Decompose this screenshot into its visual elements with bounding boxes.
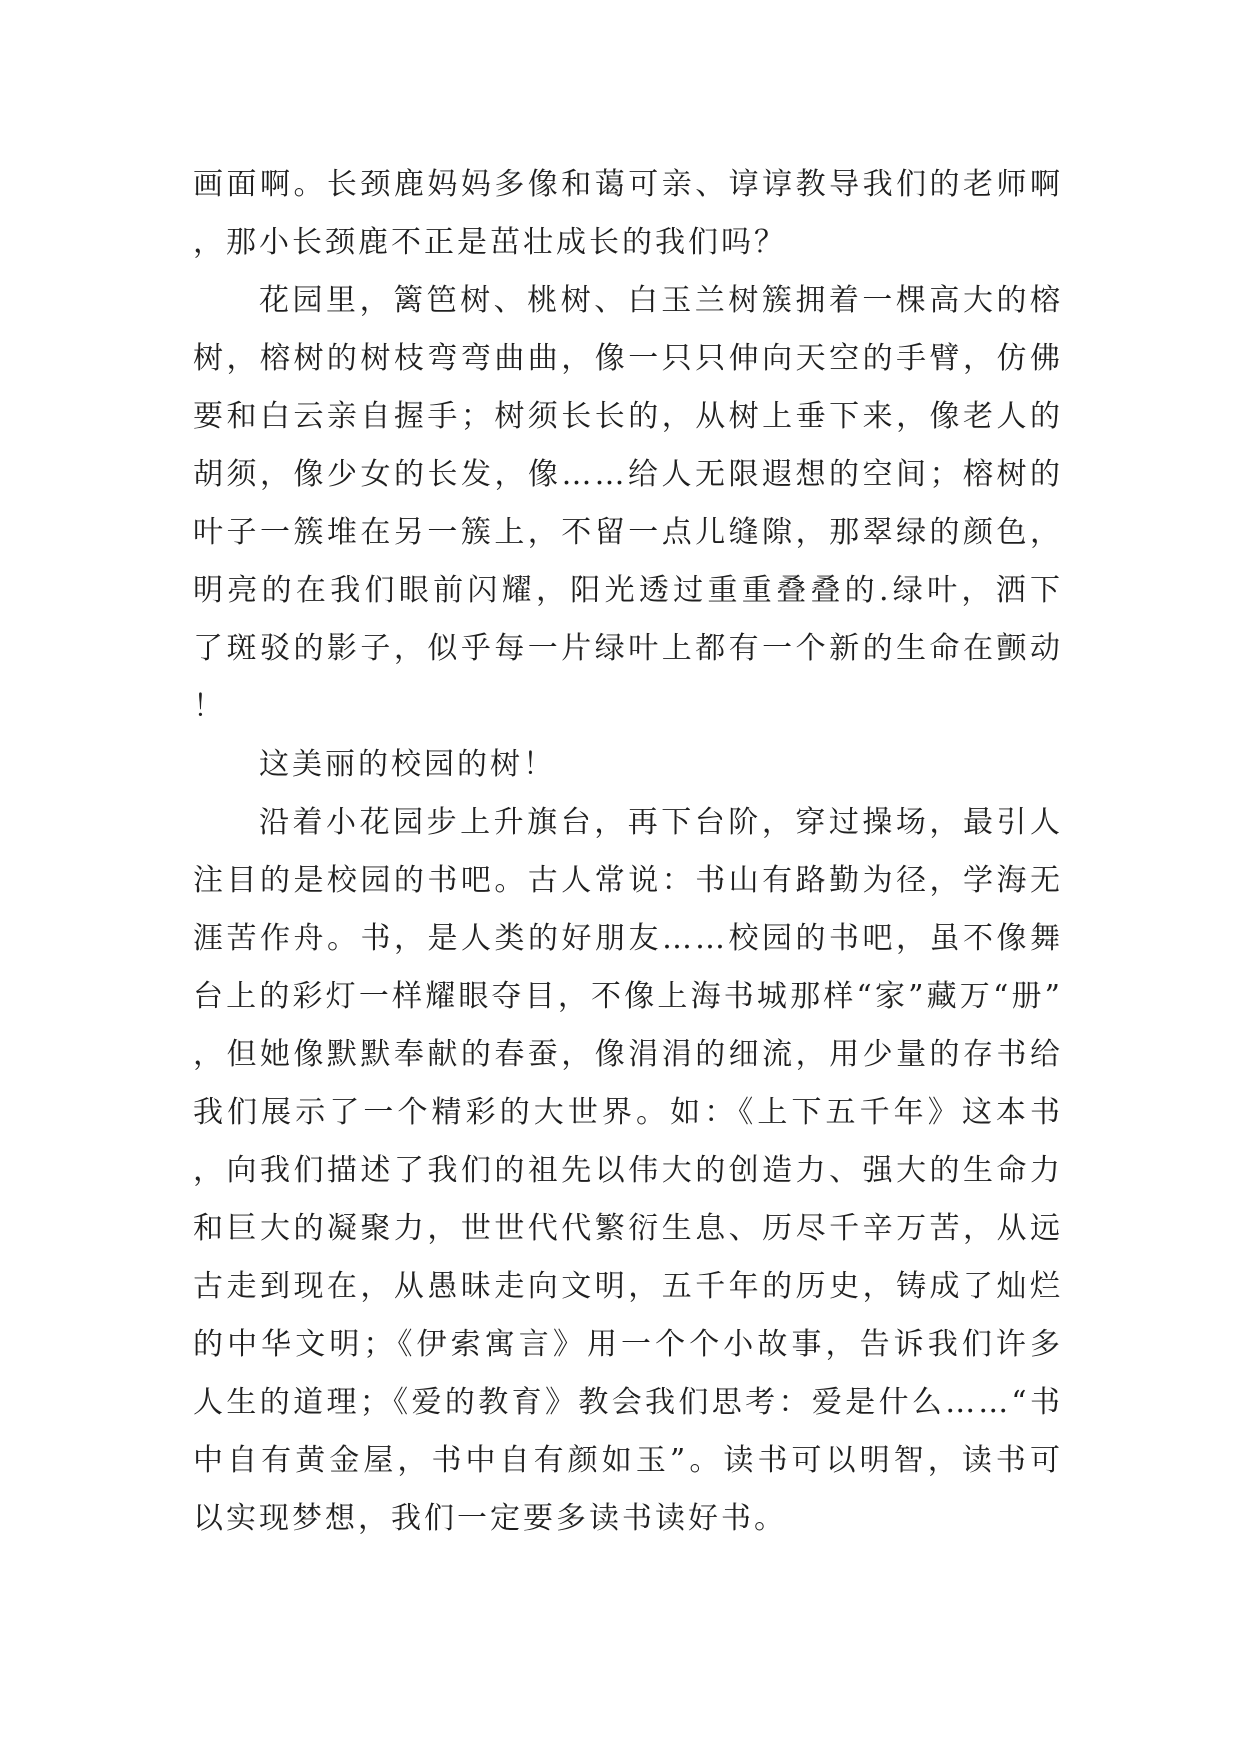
- paragraph-giraffe-ending: 画面啊。长颈鹿妈妈多像和蔼可亲、谆谆教导我们的老师啊，那小长颈鹿不正是茁壮成长的我们吗？: [193, 167, 1063, 260]
- paragraph-book-bar: 沿着小花园步上升旗台，再下台阶，穿过操场，最引人注目的是校园的书吧。古人常说：书山有路勤为径，学海无涯苦作舟。书，是人类的好朋友……校园的书吧，虽不像舞台上的彩灯一样耀眼夺目，不像上海书城那样“家”藏万“册”，但她像默默奉献的春蚕，像涓涓的细流，用少量的存书给我们展示了一个精彩的大世界。如：《上下五千年》这本书，向我们描述了我们的祖先以伟大的创造力、强大的生命力和巨大的凝聚力，世世代代繁衍生息、历尽千辛万苦，从远古走到现在，从愚昧走向文明，五千年的历史，铸成了灿烂的中华文明；《伊索寓言》用一个个小故事，告诉我们许多人生的道理；《爱的教育》教会我们思考：爱是什么……“书中自有黄金屋，书中自有颜如玉”。读书可以明智，读书可以实现梦想，我们一定要多读书读好书。: [193, 805, 1063, 1536]
- paragraph-banyan-tree: 花园里，篱笆树、桃树、白玉兰树簇拥着一棵高大的榕树，榕树的树枝弯弯曲曲，像一只只伸向天空的手臂，仿佛要和白云亲自握手；树须长长的，从树上垂下来，像老人的胡须，像少女的长发，像……给人无限遐想的空间；榕树的叶子一簇堆在另一簇上，不留一点儿缝隙，那翠绿的颜色，明亮的在我们眼前闪耀，阳光透过重重叠叠的.绿叶，洒下了斑驳的影子，似乎每一片绿叶上都有一个新的生命在颤动！: [193, 283, 1063, 724]
- document-body: [193, 156, 1063, 1548]
- paragraph-campus-trees: 这美丽的校园的树！: [259, 747, 556, 782]
